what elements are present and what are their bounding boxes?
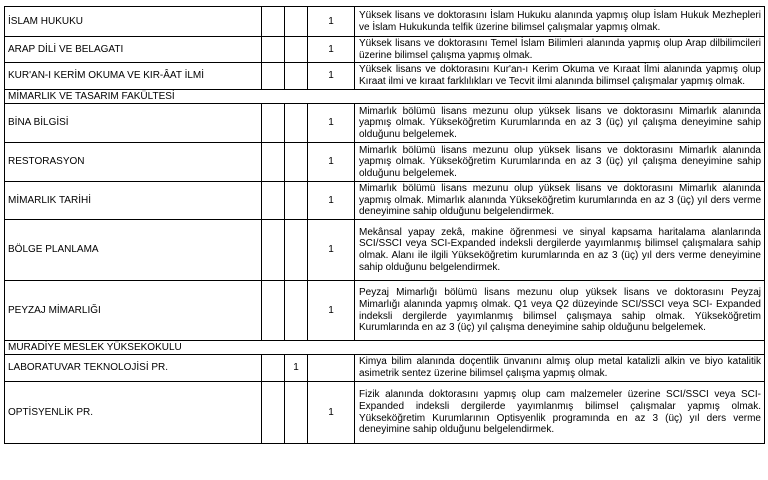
assistant-professor-count-cell: 1 — [308, 104, 355, 143]
table-row — [5, 7, 765, 37]
assistant-professor-count-cell — [308, 355, 355, 382]
table-row — [5, 104, 765, 143]
section-title: MİMARLIK VE TASARIM FAKÜLTESİ — [5, 90, 765, 104]
requirements-cell: Yüksek lisans ve doktorasını İslam Hukuku alanında yapmış olup İslam Hukuk Mezhepleri ve İslam Hukukunda telfik üzerine bilimsel çalışmalar yapmış olmak. — [355, 7, 765, 37]
unit-name-cell: OPTİSYENLİK PR. — [5, 382, 262, 444]
unit-name-cell: ARAP DİLİ VE BELAGATI — [5, 37, 262, 63]
requirements-cell: Peyzaj Mimarlığı bölümü lisans mezunu olup yüksek lisans ve doktorasını Peyzaj Mimarlığı alanında yapmış olmak. Q1 veya Q2 düzeyinde SCI/SSCI veya SCI- Expanded indeksli dergilerde yayımlanmış bilimsel çalışmaya sahip olmak. Yükseköğretim Kurumlarında en az 3 (üç) yıl çalışma deneyimine sahip olduğunu belgelemek. — [355, 281, 765, 341]
requirements-cell: Yüksek lisans ve doktorasını Temel İslam Bilimleri alanında yapmış olup Arap dilbilimcileri üzerine bilimsel çalışma yapmış olmak. — [355, 37, 765, 63]
table-row — [5, 182, 765, 220]
staff-requirements-table — [4, 6, 765, 444]
assistant-professor-count-cell: 1 — [308, 143, 355, 182]
associate-professor-count-cell — [285, 281, 308, 341]
assistant-professor-count-cell: 1 — [308, 382, 355, 444]
table-row — [5, 220, 765, 281]
assistant-professor-count-cell: 1 — [308, 7, 355, 37]
professor-count-cell — [262, 63, 285, 90]
staff-requirements-document — [4, 6, 764, 444]
associate-professor-count-cell — [285, 220, 308, 281]
professor-count-cell — [262, 37, 285, 63]
requirements-cell: Mimarlık bölümü lisans mezunu olup yüksek lisans ve doktorasını Mimarlık alanında yapmış olmak. Mimarlık alanında Yükseköğretim kurumlarında en az 3 (üç) yıl ders verme deneyimine sahip olduğunu belgelendirmek. — [355, 182, 765, 220]
unit-name-cell: MİMARLIK TARİHİ — [5, 182, 262, 220]
professor-count-cell — [262, 182, 285, 220]
unit-name-cell: İSLAM HUKUKU — [5, 7, 262, 37]
table-row — [5, 37, 765, 63]
section-header-row — [5, 90, 765, 104]
professor-count-cell — [262, 143, 285, 182]
table-row — [5, 143, 765, 182]
associate-professor-count-cell — [285, 7, 308, 37]
unit-name-cell: PEYZAJ MİMARLIĞI — [5, 281, 262, 341]
requirements-cell: Mimarlık bölümü lisans mezunu olup yüksek lisans ve doktorasını Mimarlık alanında yapmış olmak. Yükseköğretim Kurumlarında en az 3 (üç) yıl çalışma deneyimine sahip olduğunu belgelemek. — [355, 143, 765, 182]
section-header-row — [5, 341, 765, 355]
professor-count-cell — [262, 220, 285, 281]
requirements-cell: Fizik alanında doktorasını yapmış olup cam malzemeler üzerine SCI/SSCI veya SCI-Expanded indeksli dergilerde yayımlanmış bilimsel çalışmalar yapmış olmak. Yükseköğretim Kurumlarının Optisyenlik programında en az 3 (üç) yıl ders verme deneyimine sahip olduğunu belgelendirmek. — [355, 382, 765, 444]
table-row — [5, 281, 765, 341]
unit-name-cell: BİNA BİLGİSİ — [5, 104, 262, 143]
associate-professor-count-cell — [285, 37, 308, 63]
table-row — [5, 355, 765, 382]
unit-name-cell: KUR'AN-I KERİM OKUMA VE KIR-ÂAT İLMİ — [5, 63, 262, 90]
professor-count-cell — [262, 7, 285, 37]
assistant-professor-count-cell: 1 — [308, 37, 355, 63]
unit-name-cell: RESTORASYON — [5, 143, 262, 182]
assistant-professor-count-cell: 1 — [308, 63, 355, 90]
assistant-professor-count-cell: 1 — [308, 281, 355, 341]
unit-name-cell: LABORATUVAR TEKNOLOJİSİ PR. — [5, 355, 262, 382]
requirements-cell: Mekânsal yapay zekâ, makine öğrenmesi ve sinyal kapsama haritalama alanlarında SCI/SSCI veya SCI-Expanded indeksli dergilerde yayımlanmış bilimsel çalışmalara sahip olmak. Alanı ile ilgili Yükseköğretim kurumlarında en az 3 (üç) yıl ders verme deneyimine sahip olduğunu belgelendirmek. — [355, 220, 765, 281]
requirements-cell: Kimya bilim alanında doçentlik ünvanını almış olup metal katalizli alkin ve biyo katalitik asimetrik sentez üzerine bilimsel çalışma yapmış olmak. — [355, 355, 765, 382]
associate-professor-count-cell — [285, 143, 308, 182]
professor-count-cell — [262, 281, 285, 341]
assistant-professor-count-cell: 1 — [308, 220, 355, 281]
associate-professor-count-cell — [285, 104, 308, 143]
professor-count-cell — [262, 104, 285, 143]
associate-professor-count-cell: 1 — [285, 355, 308, 382]
unit-name-cell: BÖLGE PLANLAMA — [5, 220, 262, 281]
requirements-cell: Mimarlık bölümü lisans mezunu olup yüksek lisans ve doktorasını Mimarlık alanında yapmış olmak. Yükseköğretim Kurumlarında en az 3 (üç) yıl çalışma deneyimine sahip olduğunu belgelemek. — [355, 104, 765, 143]
assistant-professor-count-cell: 1 — [308, 182, 355, 220]
table-row — [5, 63, 765, 90]
professor-count-cell — [262, 355, 285, 382]
table-row — [5, 382, 765, 444]
associate-professor-count-cell — [285, 182, 308, 220]
section-title: MURADİYE MESLEK YÜKSEKOKULU — [5, 341, 765, 355]
requirements-cell: Yüksek lisans ve doktorasını Kur'an-ı Kerim Okuma ve Kıraat İlmi alanında yapmış olup Kıraat ilmi ve kıraat farklılıkları ve Tecvit ilmi alanında bilimsel çalışmalar yapmış olmak. — [355, 63, 765, 90]
professor-count-cell — [262, 382, 285, 444]
associate-professor-count-cell — [285, 63, 308, 90]
associate-professor-count-cell — [285, 382, 308, 444]
